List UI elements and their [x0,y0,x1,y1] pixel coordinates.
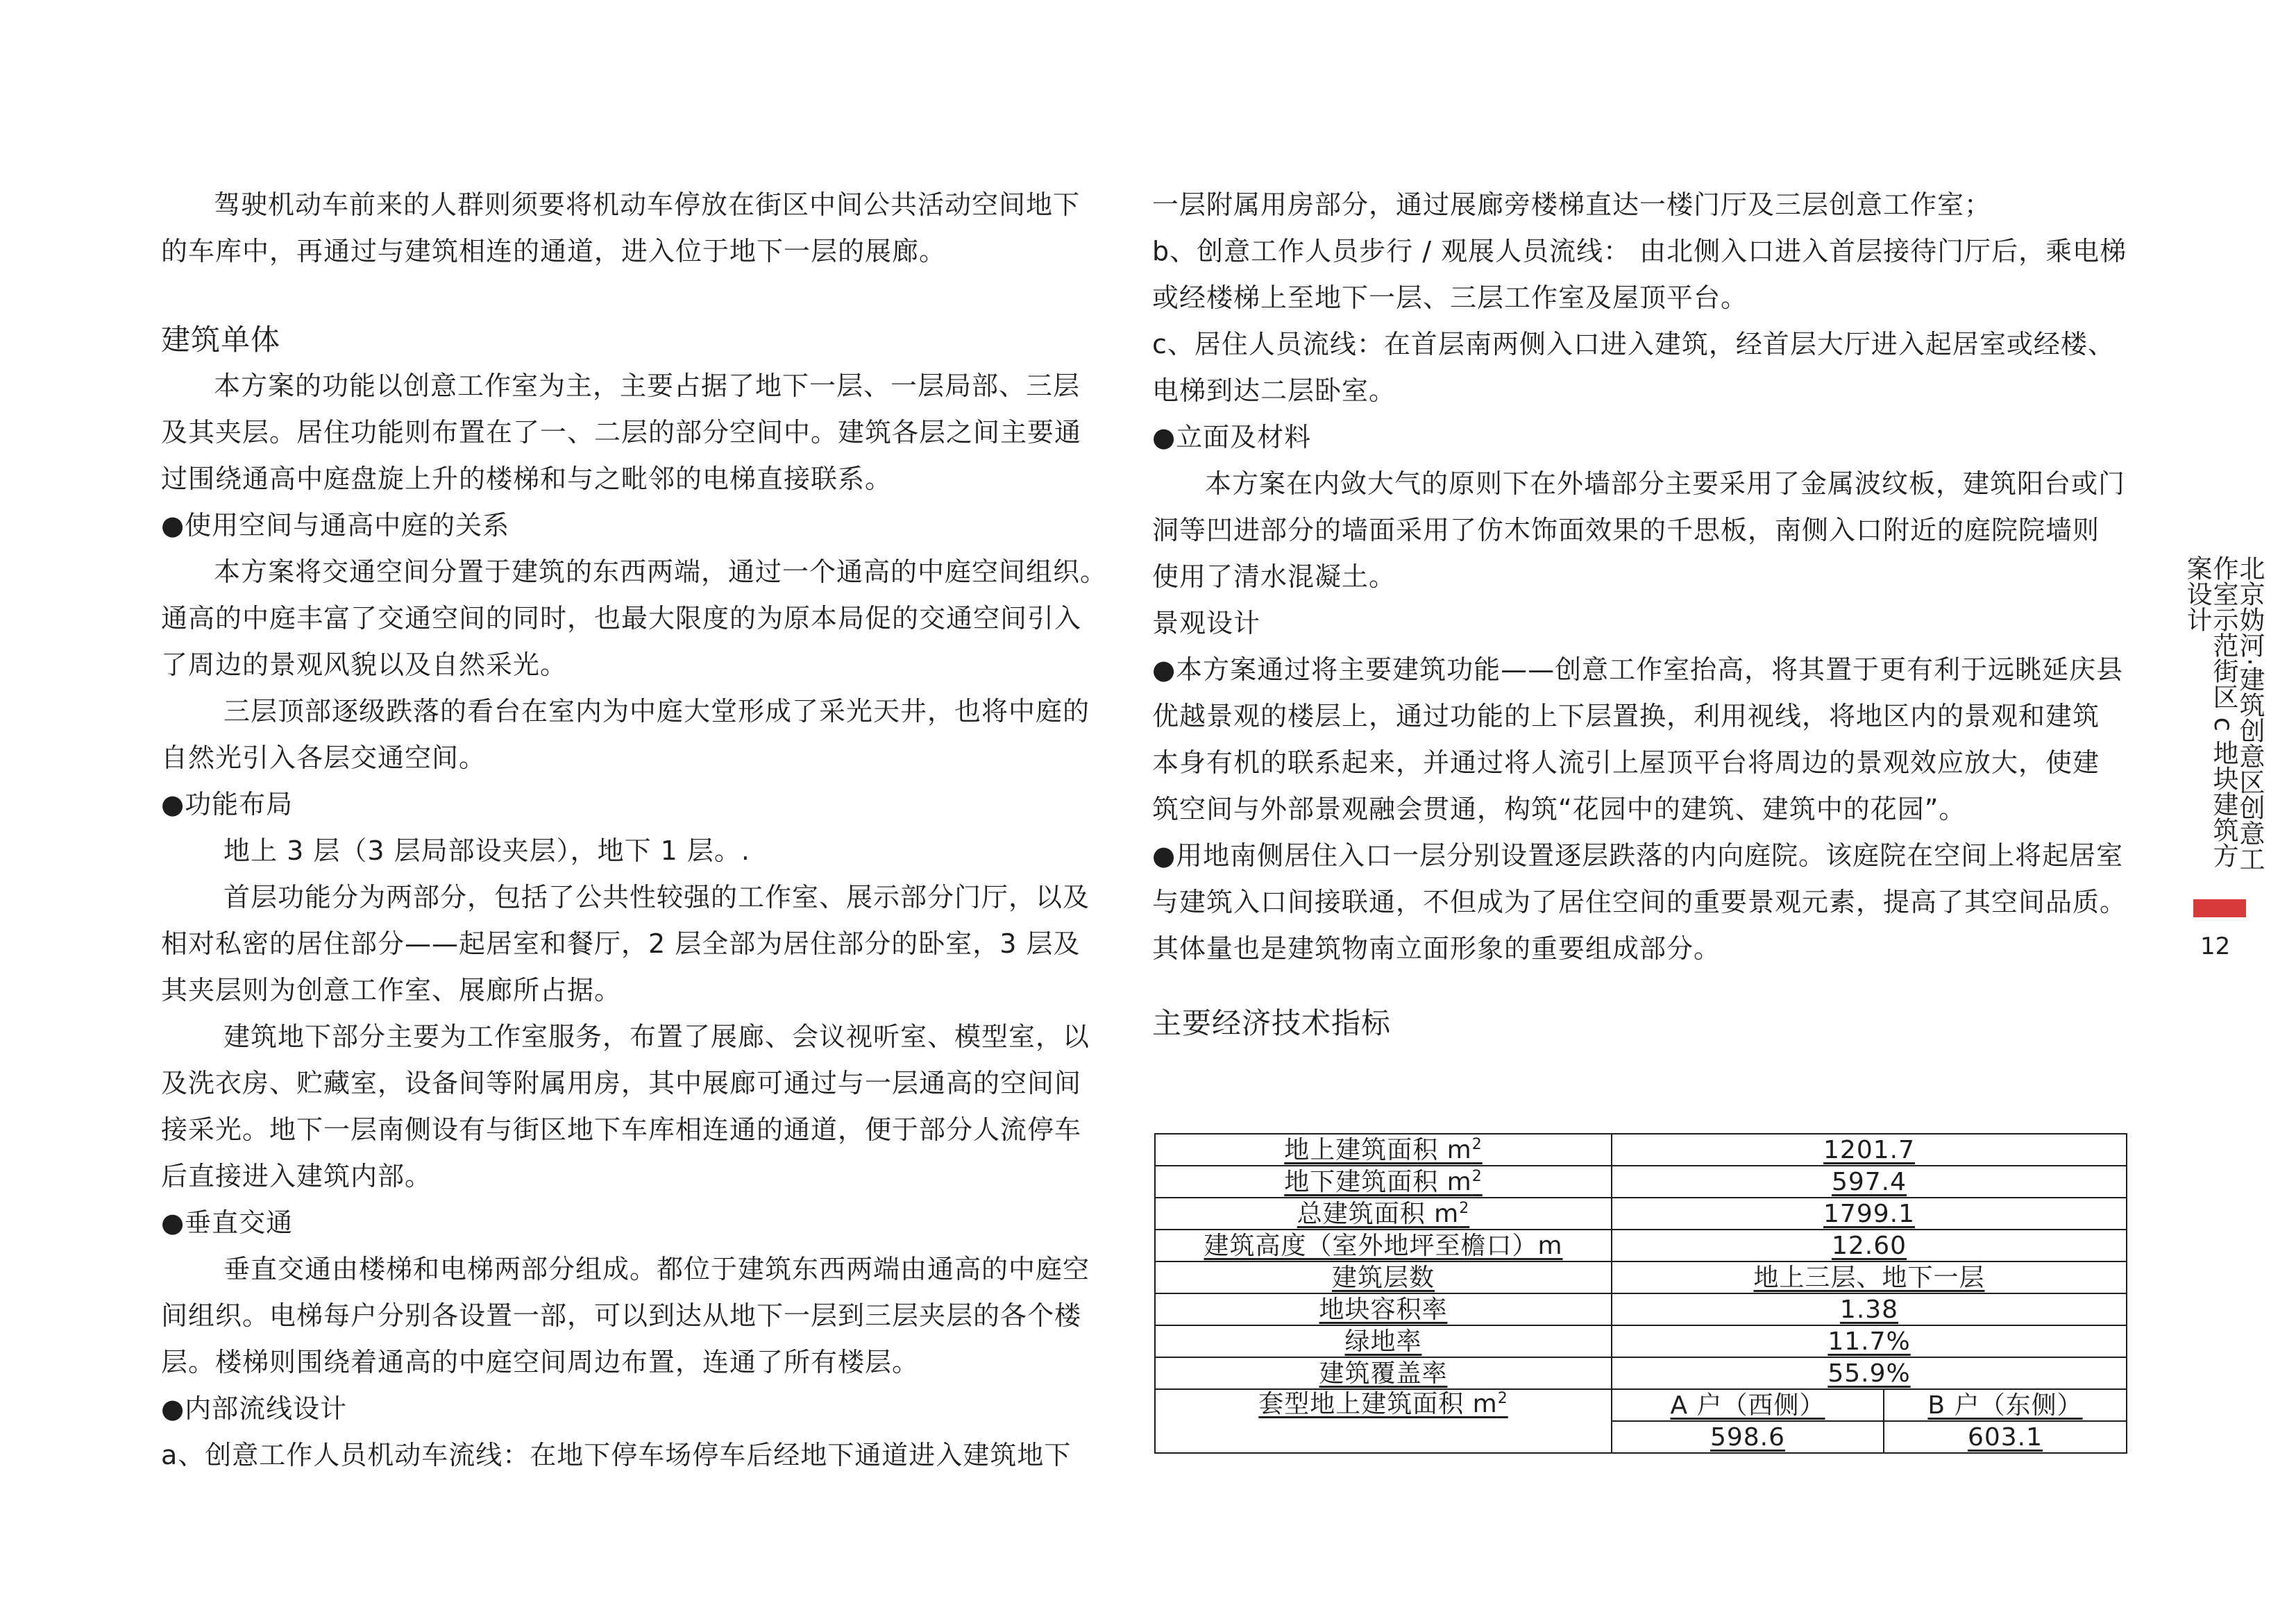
paragraph-line: c、居住人员流线：在首层南两侧入口进入建筑，经首层大厅进入起居室或经楼、 [1152,329,2115,359]
paragraph-line: 本方案的功能以创意工作室为主，主要占据了地下一层、一层局部、三层 [214,371,1081,401]
paragraph-line: 一层附属用房部分，通过展廊旁楼梯直达一楼门厅及三层创意工作室； [1152,189,1992,220]
paragraph-line: 的车库中，再通过与建筑相连的通道，进入位于地下一层的展廊。 [161,236,947,266]
table-label-cell: 地下建筑面积 $m^2$ [1155,1166,1612,1198]
unit-a-header: A 户（西侧） [1612,1389,1884,1421]
paragraph-line: 本方案在内敛大气的原则下在外墙部分主要采用了金属波纹板，建筑阳台或门 [1205,468,2126,499]
table-row [1155,1325,2127,1357]
right-column [1152,182,2131,1046]
table-row [1155,1198,2127,1230]
table-row [1155,1261,2127,1293]
table-value-cell: 1201.7 [1612,1134,2127,1166]
paragraph-line: 筑空间与外部景观融会贯通，构筑“花园中的建筑、建筑中的花园”。 [1152,794,1966,824]
bullet-heading: ●使用空间与通高中庭的关系 [161,510,510,541]
paragraph-line: 电梯到达二层卧室。 [1152,375,1396,406]
paragraph-line: 及洗衣房、贮藏室，设备间等附属用房，其中展廊可通过与一层通高的空间间 [161,1068,1082,1098]
table-row [1155,1134,2127,1166]
table-value-cell: 55.9% [1612,1357,2127,1389]
unit-a-value: 598.6 [1612,1421,1884,1453]
table-label-cell: 建筑高度（室外地坪至檐口）m [1155,1230,1612,1261]
paragraph-line: 层。楼梯则围绕着通高的中庭空间周边布置，连通了所有楼层。 [161,1347,920,1377]
bullet-heading: ●内部流线设计 [161,1393,348,1424]
paragraph-line: a、创意工作人员机动车流线：在地下停车场停车后经地下通道进入建筑地下 [161,1440,1072,1470]
paragraph-line: ●本方案通过将主要建筑功能——创意工作室抬高，将其置于更有利于远眺延庆县 [1152,654,2124,685]
paragraph-line: 本方案将交通空间分置于建筑的东西两端，通过一个通高的中庭空间组织。 [214,556,1108,587]
table-label-cell: 建筑覆盖率 [1155,1357,1612,1389]
section-heading: 建筑单体 [161,323,281,357]
table-value-cell: 1.38 [1612,1293,2127,1325]
table-value-cell: 12.60 [1612,1230,2127,1261]
paragraph-line: 优越景观的楼层上，通过功能的上下层置换，利用视线，将地区内的景观和建筑 [1152,701,2100,731]
accent-bar [2193,899,2246,917]
paragraph-line: 了周边的景观风貌以及自然采光。 [161,649,568,680]
paragraph-line: 垂直交通由楼梯和电梯两部分组成。都位于建筑东西两端由通高的中庭空 [223,1254,1090,1284]
paragraph-line: 接采光。地下一层南侧设有与街区地下车库相连通的通道，便于部分人流停车 [161,1114,1082,1145]
table-row [1155,1293,2127,1325]
table-value-cell: 1799.1 [1612,1198,2127,1230]
bullet-heading: ●垂直交通 [161,1207,294,1238]
unit-b-header: B 户（东侧） [1884,1389,2127,1421]
table-value-cell: 11.7% [1612,1325,2127,1357]
bullet-heading: ●功能布局 [161,789,294,819]
paragraph-line: b、创意工作人员步行 / 观展人员流线： 由北侧入口进入首层接待门厅后，乘电梯 [1152,236,2127,266]
paragraph-line: 及其夹层。居住功能则布置在了一、二层的部分空间中。建筑各层之间主要通 [161,417,1082,448]
table-label-cell: 套型地上建筑面积 $m^2$ [1155,1389,1612,1453]
paragraph-line: 或经楼梯上至地下一层、三层工作室及屋顶平台。 [1152,282,1748,313]
table-label-cell: 地块容积率 [1155,1293,1612,1325]
paragraph-line: 过围绕通高中庭盘旋上升的楼梯和与之毗邻的电梯直接联系。 [161,464,893,494]
paragraph-line: 其夹层则为创意工作室、展廊所占据。 [161,975,622,1005]
bullet-heading: ●立面及材料 [1152,422,1312,452]
paragraph-line: 后直接进入建筑内部。 [161,1161,432,1191]
section-heading: 主要经济技术指标 [1152,1006,1392,1040]
table-label-cell: 地上建筑面积 $m^2$ [1155,1134,1612,1166]
paragraph-line: 其体量也是建筑物南立面形象的重要组成部分。 [1152,933,1721,964]
section-heading: 景观设计 [1152,608,1261,638]
paragraph-line: 三层顶部逐级跌落的看台在室内为中庭大堂形成了采光天井，也将中庭的 [223,696,1090,726]
page-number: 12 [2200,933,2231,960]
table-row [1155,1230,2127,1261]
table-value-cell: 地上三层、地下一层 [1612,1261,2127,1293]
paragraph-line: 自然光引入各层交通空间。 [161,742,487,773]
table-label-cell: 总建筑面积 $m^2$ [1155,1198,1612,1230]
paragraph-line: 首层功能分为两部分，包括了公共性较强的工作室、展示部分门厅，以及 [223,882,1090,912]
paragraph-line: 间组织。电梯每户分别各设置一部，可以到达从地下一层到三层夹层的各个楼 [161,1300,1082,1331]
table-value-cell: 597.4 [1612,1166,2127,1198]
economic-indicators-table [1154,1133,2127,1454]
paragraph-line: 通高的中庭丰富了交通空间的同时，也最大限度的为原本局促的交通空间引入 [161,603,1082,634]
paragraph-line: 洞等凹进部分的墙面采用了仿木饰面效果的千思板，南侧入口附近的庭院院墙则 [1152,515,2100,545]
paragraph-line: 与建筑入口间接联通，不但成为了居住空间的重要景观元素，提高了其空间品质。 [1152,887,2127,917]
document-side-title: 北京妫河·建筑创意区创意工作室示范街区 c 地块建筑方案设计 [2182,555,2265,872]
table-label-cell: 绿地率 [1155,1325,1612,1357]
paragraph-line: ●用地南侧居住入口一层分别设置逐层跌落的内向庭院。该庭院在空间上将起居室 [1152,840,2124,871]
paragraph-line: 建筑地下部分主要为工作室服务，布置了展廊、会议视听室、模型室，以 [223,1021,1090,1052]
paragraph-line: 相对私密的居住部分——起居室和餐厅，2 层全部为居住部分的卧室，3 层及 [161,928,1081,959]
table-row [1155,1357,2127,1389]
table-row [1155,1389,2127,1421]
paragraph-line: 使用了清水混凝土。 [1152,561,1396,592]
paragraph-line: 本身有机的联系起来，并通过将人流引上屋顶平台将周边的景观效应放大，使建 [1152,747,2100,778]
left-column [161,182,1108,1479]
unit-b-value: 603.1 [1884,1421,2127,1453]
table-row [1155,1166,2127,1198]
paragraph-line: 地上 3 层（3 层局部设夹层），地下 1 层。. [223,835,751,866]
paragraph-line: 驾驶机动车前来的人群则须要将机动车停放在街区中间公共活动空间地下 [214,189,1081,220]
table-label-cell: 建筑层数 [1155,1261,1612,1293]
